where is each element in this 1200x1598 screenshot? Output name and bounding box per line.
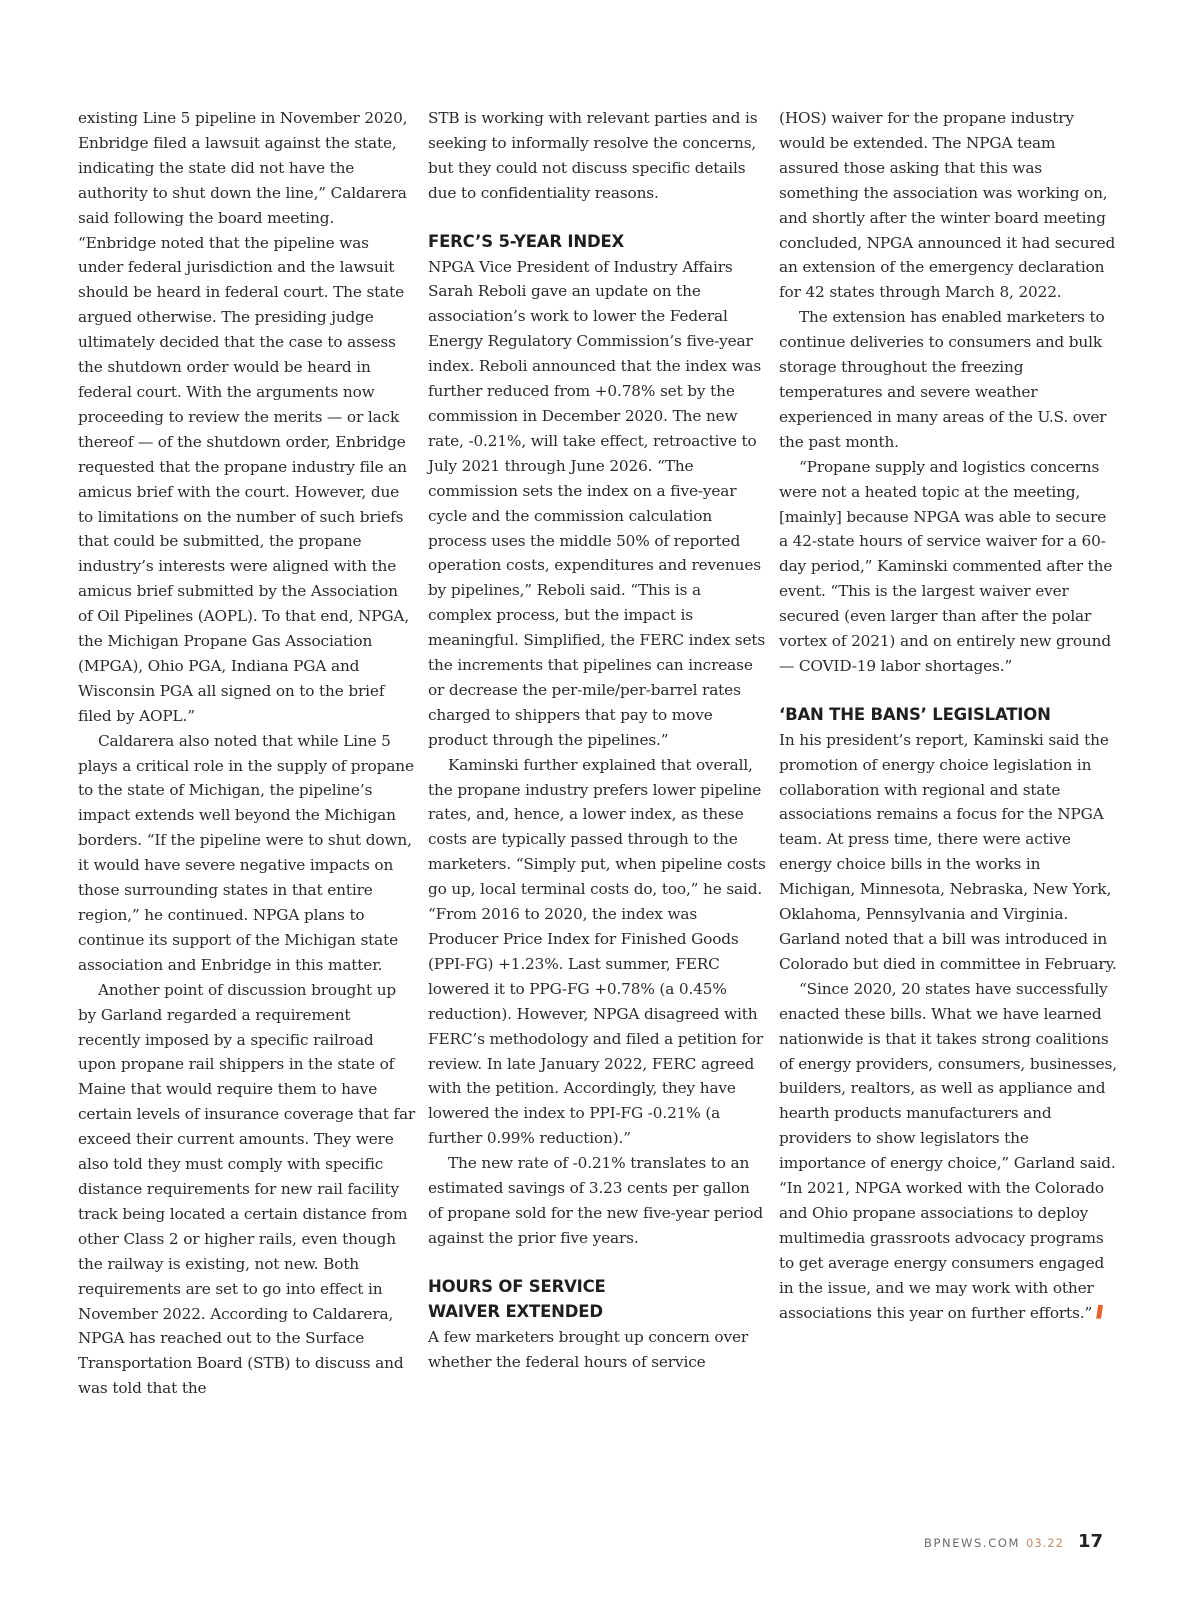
page-footer — [924, 1531, 1103, 1552]
column-3 — [779, 106, 1117, 1326]
paragraph: NPGA Vice President of Industry Affairs Sarah Reboli gave an update on the association’s work to lower the Federal Energy Regulatory Commission’s five-year index. Reboli announced that the index was further reduced from +0.78% set by the commission in December 2020. The new rate, -0.21%, will take effect, retroactive to July 2021 through June 2026. “The commission sets the index on a five-year cycle and the commission calculation process uses the middle 50% of reported operation costs, expenditures and revenues by pipelines,” Reboli said. “This is a complex process, but the impact is meaningful. Simplified, the FERC index sets the increments that pipelines can increase or decrease the per-mile/per-barrel rates charged to shippers that pay to move product through the pipelines.” — [428, 257, 766, 749]
paragraph: Kaminski further explained that overall, the propane industry prefers lower pipeline rates, and, hence, a lower index, as these costs are typically passed through to the marketers. “Simply put, when pipeline costs go up, local terminal costs do, too,” he said. “From 2016 to 2020, the index was Producer Price Index for Finished Goods (PPI-FG) +1.23%. Last summer, FERC lowered it to PPG-FG +0.78% (a 0.45% reduction). However, NPGA disagreed with FERC’s methodology and filed a petition for review. In late January 2022, FERC agreed with the petition. Accordingly, they have lowered the index to PPI-FG -0.21% (a further 0.99% reduction).” — [428, 755, 766, 1148]
paragraph: In his president’s report, Kaminski said the promotion of energy choice legislation in collaboration with regional and state associations remains a focus for the NPGA team. At press time, there were active energy choice bills in the works in Michigan, Minnesota, Nebraska, New York, Oklahoma, Pennsylvania and Virginia. Garland noted that a bill was introduced in Colorado but died in committee in February. — [779, 730, 1117, 973]
paragraph: Another point of discussion brought up by Garland regarded a requirement recently imposed by a specific railroad upon propane rail shippers in the state of Maine that would require them to have certain levels of insurance coverage that far exceed their current amounts. They were also told they must comply with specific distance requirements for new rail facility track being located a certain distance from other Class 2 or higher rails, even though the railway is existing, not new. Both requirements are set to go into effect in November 2022. According to Caldarera, NPGA has reached out to the Surface Transportation Board (STB) to discuss and was told that the — [78, 980, 416, 1398]
column-2 — [428, 106, 766, 1374]
column-1 — [78, 106, 416, 1401]
paragraph: (HOS) waiver for the propane industry would be extended. The NPGA team assured those asking that this was something the association was working on, and shortly after the winter board meeting concluded, NPGA announced it had secured an extension of the emergency declaration for 42 states through March 8, 2022. — [779, 109, 1116, 302]
section-heading-hours-of-service: HOURS OF SERVICE WAIVER EXTENDED — [428, 1276, 606, 1321]
paragraph: The extension has enabled marketers to continue deliveries to consumers and bulk storage throughout the freezing temperatures and severe weather experienced in many areas of the U.S. over the past month. — [779, 308, 1107, 451]
footer-issue: 03.22 — [1026, 1536, 1064, 1550]
paragraph-text: “Since 2020, 20 states have successfully enacted these bills. What we have learned nationwide is that it takes strong coalitions of energy providers, consumers, businesses, builders, realtors, as well as appliance and hearth products manufacturers and providers to show legislators the importance of energy choice,” Garland said. “In 2021, NPGA worked with the Colorado and Ohio propane associations to deploy multimedia grassroots advocacy programs to get average energy consumers engaged in the issue, and we may work with other associations this year on further efforts.” — [779, 979, 1117, 1322]
end-mark-icon — [1096, 1305, 1103, 1319]
paragraph-final — [779, 977, 1117, 1326]
paragraph: “Propane supply and logistics concerns were not a heated topic at the meeting, [mainly] because NPGA was able to secure a 42-state hours of service waiver for a 60-day period,” Kaminski commented after the event. “This is the largest waiver ever secured (even larger than after the polar vortex of 2021) and on entirely new ground — COVID-19 labor shortages.” — [779, 457, 1113, 675]
footer-site: BPNEWS.COM — [923, 1536, 1020, 1550]
section-heading-ban-the-bans: ‘BAN THE BANS’ LEGISLATION — [779, 704, 1051, 724]
page-number: 17 — [1077, 1531, 1103, 1552]
paragraph: existing Line 5 pipeline in November 2020, Enbridge filed a lawsuit against the state, indicating the state did not have the authority to shut down the line,” Caldarera said following the board meeting. “Enbridge noted that the pipeline was under federal jurisdiction and the lawsuit should be heard in federal court. The state argued otherwise. The presiding judge ultimately decided that the case to assess the shutdown order would be heard in federal court. With the arguments now proceeding to review the merits — or lack thereof — of the shutdown order, Enbridge requested that the propane industry file an amicus brief with the court. However, due to limitations on the number of such briefs that could be submitted, the propane industry’s interests were aligned with the amicus brief submitted by the Association of Oil Pipelines (AOPL). To that end, NPGA, the Michigan Propane Gas Association (MPGA), Ohio PGA, Indiana PGA and Wisconsin PGA all signed on to the brief filed by AOPL.” — [78, 109, 410, 725]
paragraph: Caldarera also noted that while Line 5 plays a critical role in the supply of propane to the state of Michigan, the pipeline’s impact extends well beyond the Michigan borders. “If the pipeline were to shut down, it would have severe negative impacts on those surrounding states in that entire region,” he continued. NPGA plans to continue its support of the Michigan state association and Enbridge in this matter. — [78, 731, 414, 974]
paragraph: A few marketers brought up concern over whether the federal hours of service — [428, 1327, 749, 1371]
paragraph: The new rate of -0.21% translates to an estimated savings of 3.23 cents per gallon of propane sold for the new five-year period against the prior five years. — [428, 1154, 764, 1247]
section-heading-ferc: FERC’S 5-YEAR INDEX — [428, 231, 625, 251]
paragraph: STB is working with relevant parties and is seeking to informally resolve the concerns, but they could not discuss specific details due to confidentiality reasons. — [428, 109, 758, 202]
